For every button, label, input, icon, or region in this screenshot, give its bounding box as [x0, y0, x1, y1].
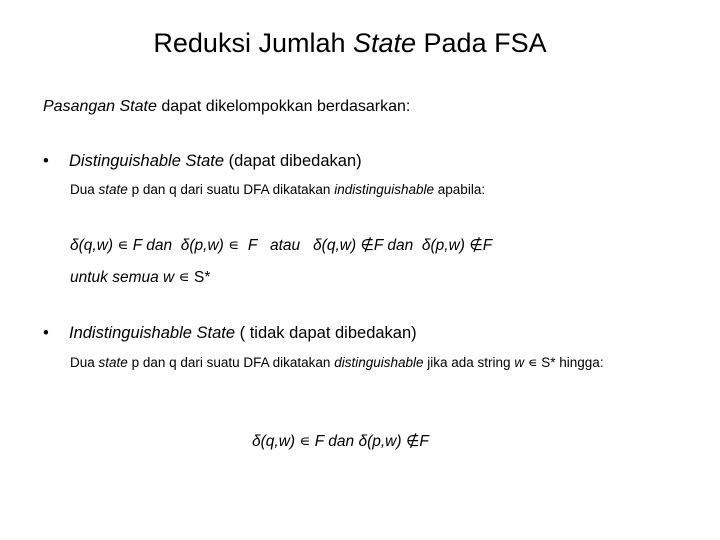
quantifier-italic: untuk semua w ∊ — [70, 269, 194, 286]
desc-text: apabila: — [434, 182, 486, 197]
bullet-heading-italic: Distinguishable State — [69, 152, 225, 170]
desc-text: S* hingga: — [541, 355, 604, 370]
desc-italic: state — [98, 182, 128, 197]
bullet-heading-italic: Indistinguishable State — [69, 324, 236, 342]
desc-italic: state — [98, 355, 128, 370]
bullet-indistinguishable — [43, 324, 417, 343]
bullet-marker: • — [43, 152, 49, 170]
distinguishable-description — [70, 181, 485, 199]
desc-italic: indistinguishable — [334, 182, 435, 197]
desc-text: p dan q dari suatu DFA dikatakan — [127, 182, 335, 197]
desc-text: p dan q dari suatu DFA dikatakan — [127, 355, 335, 370]
quantifier-set: S* — [194, 269, 211, 286]
indistinguishable-description — [70, 354, 690, 372]
slide-title — [0, 28, 700, 59]
desc-text: jika ada string — [423, 355, 515, 370]
bullet-heading-rest: ( tidak dapat dibedakan) — [235, 324, 417, 342]
intro-rest: dapat dikelompokkan berdasarkan: — [156, 98, 411, 115]
title-text: Reduksi Jumlah — [153, 28, 353, 58]
intro-italic: Pasangan State — [43, 98, 157, 115]
formula-indistinguishable: δ(q,w) ∊ F dan δ(p,w) ∉F — [252, 433, 429, 450]
desc-text: Dua — [70, 182, 99, 197]
desc-text: Dua — [70, 355, 99, 370]
bullet-marker: • — [43, 324, 49, 342]
bullet-distinguishable — [43, 152, 362, 171]
desc-italic: w ∊ — [514, 355, 542, 370]
formula-distinguishable: δ(q,w) ∊ F dan δ(p,w) ∊ F atau δ(q,w) ∉F dan δ(p,w) ∉F — [70, 237, 493, 254]
desc-italic: distinguishable — [334, 355, 424, 370]
bullet-heading-rest: (dapat dibedakan) — [224, 152, 362, 170]
title-italic: State — [352, 28, 417, 58]
formula-quantifier — [70, 268, 210, 287]
title-rest: Pada FSA — [416, 28, 547, 58]
intro-text — [43, 98, 410, 116]
